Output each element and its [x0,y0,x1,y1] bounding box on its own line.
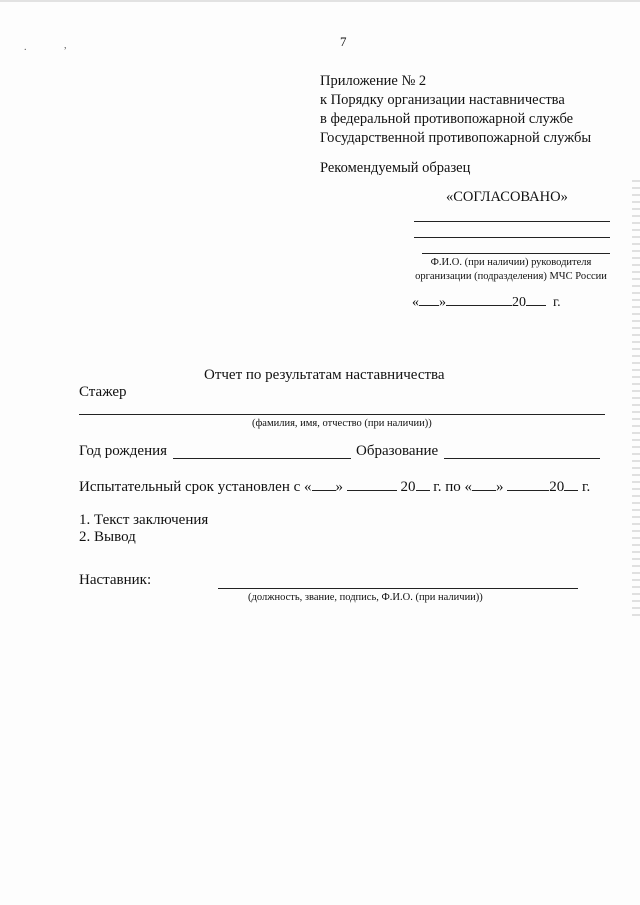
annex-line: к Порядку организации наставничества [320,92,565,108]
quote-close: » [439,295,446,310]
quote-close: » [496,479,504,495]
end-month-blank[interactable] [507,478,549,491]
trainee-label: Стажер [79,384,127,400]
page-number: 7 [340,34,347,49]
annex-line: в федеральной противопожарной службе [320,111,574,127]
scan-right-edge [632,180,640,620]
start-month-blank[interactable] [347,478,397,491]
probation-middle: г. по [433,479,461,495]
education-label: Образование [356,443,439,459]
quote-open: « [304,479,312,495]
year-prefix: 20 [512,295,526,310]
report-title: Отчет по результатам наставничества [204,367,445,383]
quote-open: « [464,479,473,495]
education-line[interactable] [444,458,600,459]
approval-caption-line: Ф.И.О. (при наличии) руководителя [430,257,592,268]
recommended-sample-label: Рекомендуемый образец [320,160,471,176]
annex-block [320,72,591,148]
annex-line: Приложение № 2 [320,73,427,89]
approval-caption [408,256,614,284]
trainee-caption: (фамилия, имя, отчество (при наличии)) [252,418,432,429]
approval-signature-line[interactable] [422,253,610,254]
end-day-blank[interactable] [472,478,496,491]
birth-year-label: Год рождения [79,443,168,459]
trainee-name-line[interactable] [79,414,605,415]
list-item: 1. Текст заключения [79,512,209,528]
year-suffix: г. [553,295,561,310]
scan-top-edge [0,0,640,2]
approval-date [412,293,561,311]
mentor-label: Наставник: [79,572,152,588]
year-blank[interactable] [526,293,546,306]
month-blank[interactable] [446,293,512,306]
probation-line [79,478,590,496]
mentor-caption: (должность, звание, подпись, Ф.И.О. (при наличии)) [248,592,483,603]
list-item: 2. Вывод [79,529,136,545]
scan-speck: , [64,40,67,51]
mentor-signature-line[interactable] [218,588,578,589]
annex-line: Государственной противопожарной службы [320,130,592,146]
birth-year-line[interactable] [173,458,351,459]
quote-close: » [335,479,344,495]
start-day-blank[interactable] [312,478,336,491]
probation-end-suffix: г. [582,479,591,495]
year-prefix: 20 [400,479,416,495]
probation-prefix: Испытательный срок установлен с [79,479,301,495]
start-year-blank[interactable] [416,478,430,491]
approval-signature-line[interactable] [414,237,610,238]
approval-signature-line[interactable] [414,221,610,222]
approval-heading: «СОГЛАСОВАНО» [446,189,568,205]
quote-open: « [412,295,419,310]
day-blank[interactable] [419,293,439,306]
approval-caption-line: организации (подразделения) МЧС России [415,271,607,282]
end-year-blank[interactable] [564,478,578,491]
scan-speck: . [24,42,27,53]
year-prefix: 20 [549,479,565,495]
